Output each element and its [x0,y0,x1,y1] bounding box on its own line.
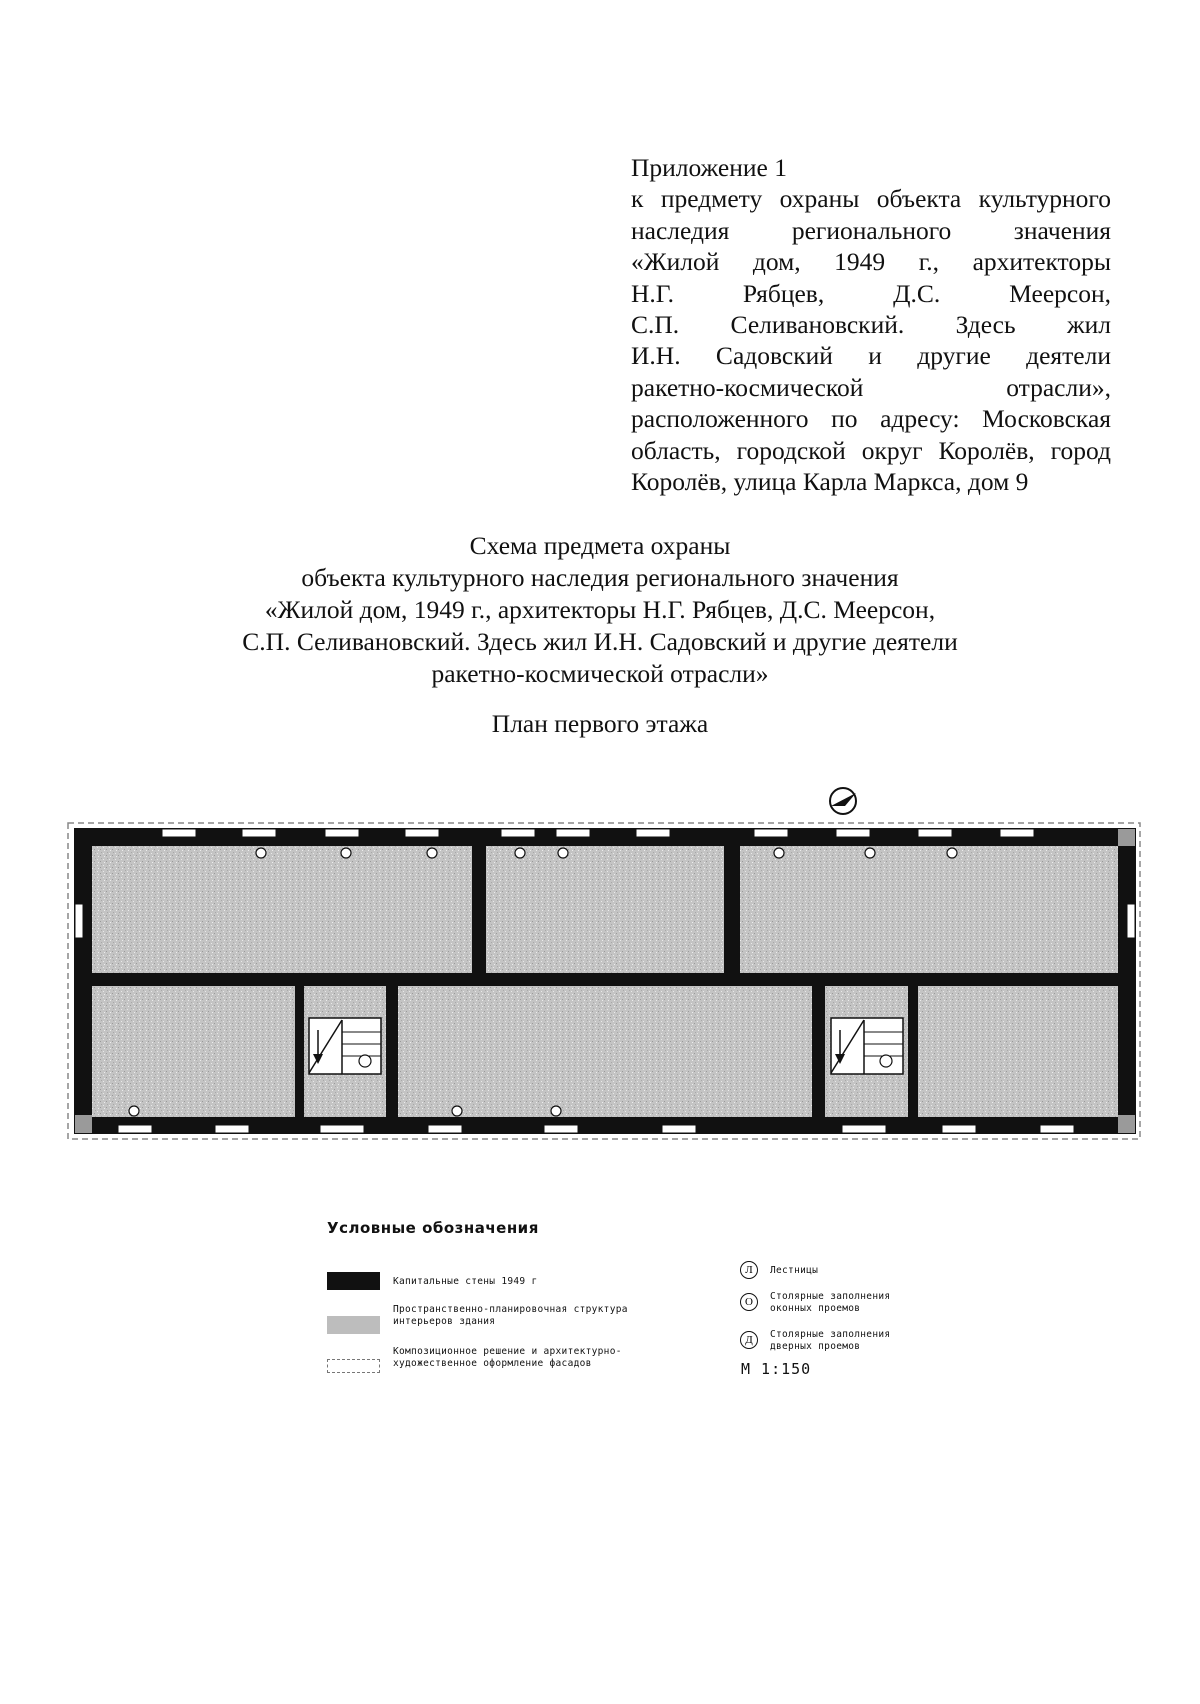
legend-facade-line: художественное оформление фасадов [393,1358,592,1369]
legend-windows-label [770,1291,890,1315]
legend-structure-line: интерьеров здания [393,1316,496,1327]
title-line: «Жилой дом, 1949 г., архитекторы Н.Г. Рябцев, Д.С. Меерсон, [264,595,936,624]
legend-walls-swatch [327,1272,380,1290]
appendix-line: расположенного по адресу: Московская [631,404,1111,434]
legend-windows-line: Столярные заполнения [770,1291,891,1302]
door-symbol-icon: Д [740,1331,758,1349]
room [398,986,812,1117]
title-line: объекта культурного наследия регионального значения [301,563,899,592]
room [92,846,472,973]
legend-walls-label: Капитальные стены 1949 г [393,1276,538,1287]
appendix-line: С.П. Селивановский. Здесь жил [631,310,1111,340]
room [486,846,724,973]
stair-right [831,1018,903,1117]
plan-title: План первого этажа [491,709,709,738]
legend-windows-line: оконных проемов [770,1303,861,1314]
appendix-line: Н.Г. Рябцев, Д.С. Меерсон, [631,278,1111,308]
north-arrow-icon [830,788,856,814]
stairs-symbol-icon: Л [740,1261,758,1279]
room [740,846,1118,973]
appendix-line: область, городской округ Королёв, город [631,435,1111,465]
appendix-line: ракетно-космической отрасли», [631,372,1111,402]
legend-facade-swatch [327,1359,380,1373]
scale-label: М 1:150 [741,1360,812,1378]
legend-facade-line: Композиционное решение и архитектурно- [393,1346,622,1357]
title-line: С.П. Селивановский. Здесь жил И.Н. Садовский и другие деятели [242,627,958,656]
legend-doors-line: дверных проемов [770,1341,861,1352]
legend-structure-swatch [327,1316,380,1334]
title-line: ракетно-космической отрасли» [431,659,769,688]
legend-stairs-label: Лестницы [770,1265,819,1276]
room [92,986,295,1117]
appendix-line: Приложение 1 [631,153,787,182]
legend-structure-label [393,1304,628,1328]
appendix-line: «Жилой дом, 1949 г., архитекторы [631,247,1111,277]
legend-title: Условные обозначения [327,1219,539,1237]
appendix-line: Королёв, улица Карла Маркса, дом 9 [631,467,1029,497]
stair-left [309,1018,381,1117]
legend-doors-line: Столярные заполнения [770,1329,891,1340]
legend-structure-line: Пространственно-планировочная структура [393,1304,628,1315]
appendix-line: И.Н. Садовский и другие деятели [631,341,1111,371]
legend-doors-label [770,1329,890,1353]
title-line: Схема предмета охраны [469,531,731,560]
legend-facade-label [393,1346,622,1370]
room [918,986,1118,1117]
appendix-line: к предмету охраны объекта культурного [631,184,1111,214]
appendix-line: наследия регионального значения [631,215,1111,245]
window-symbol-icon: О [740,1293,758,1311]
